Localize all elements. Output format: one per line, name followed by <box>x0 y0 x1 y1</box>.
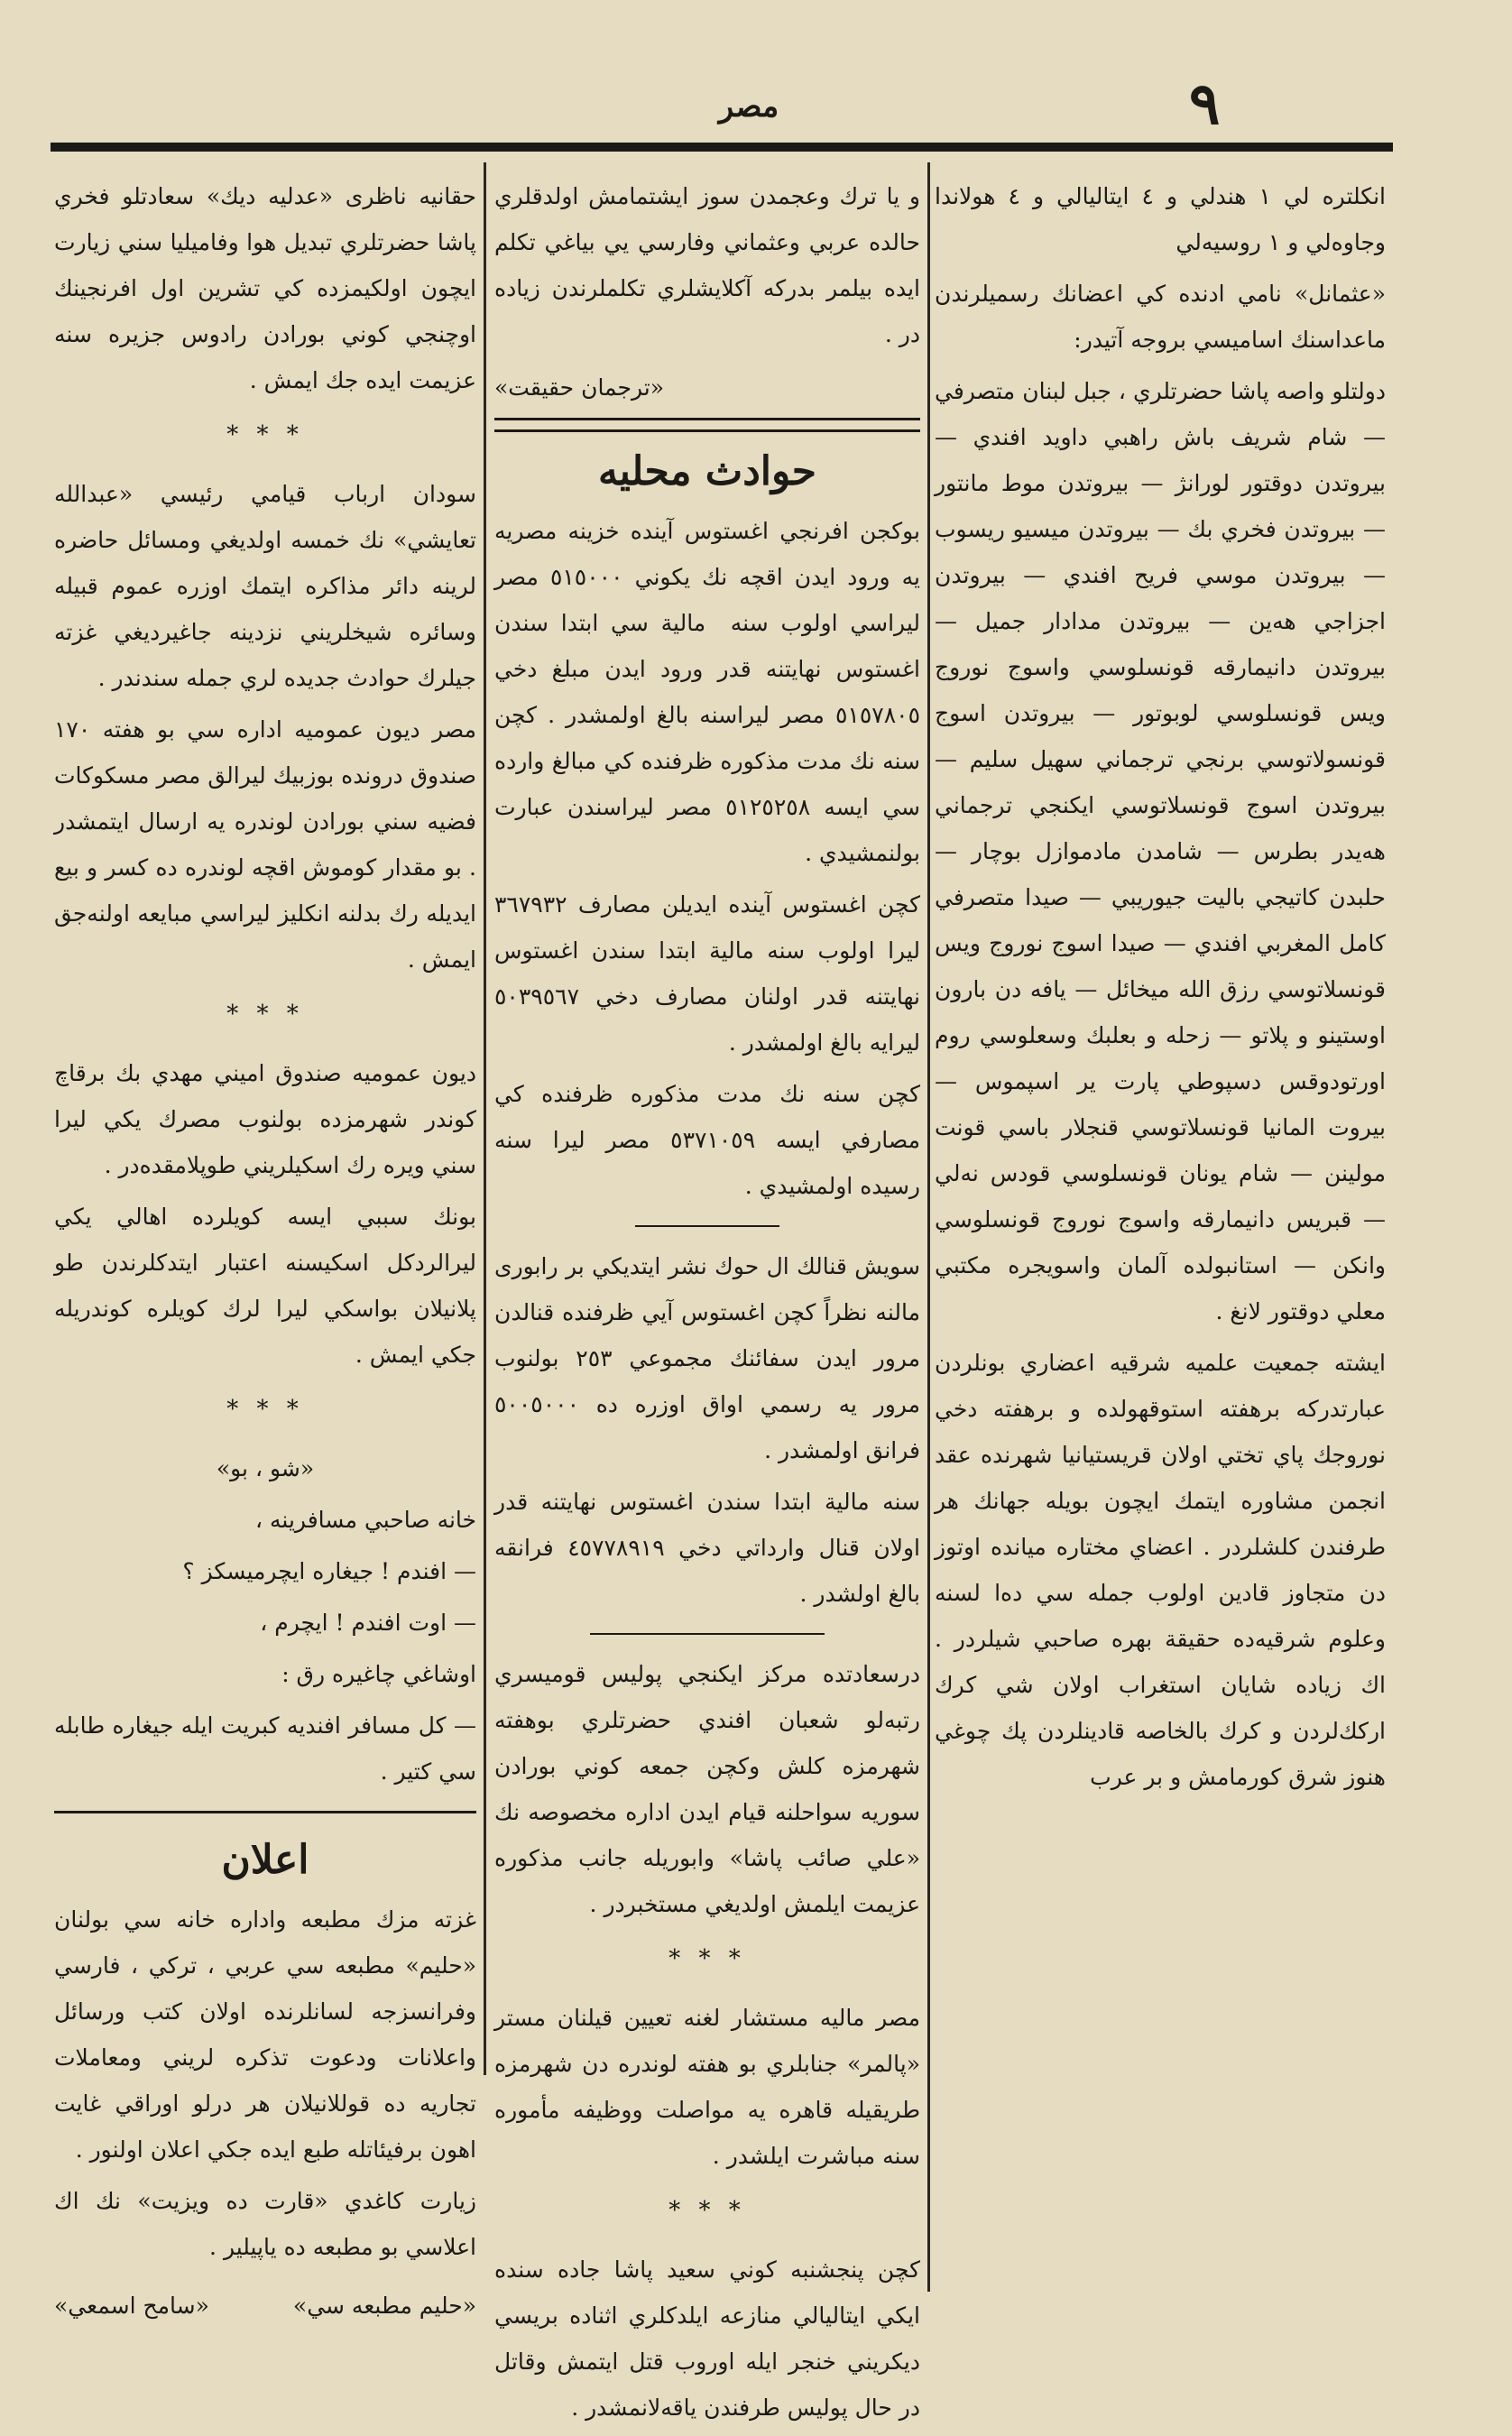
paragraph: مصر ديون عموميه اداره سي بو هفته ١٧٠ صندوق درونده بوزبيك ليرالق مصر مسكوكات فضيه سني بورادن لوندره يه ارسال ايتمشدر . بو مقدار كوموش اقچه لوندره ده كسر و بيع ايديله رك بدلنه انكليز ليراسي مبايعه اولنه‌جق ايمش . <box>54 716 476 973</box>
paragraph: ديون عموميه صندوق اميني مهدي بك برقاچ كوندر شهرمزده بولنوب مصرك يكي ليرا سني ويره رك اسكيلريني طوپلامقده‌در . <box>54 1060 476 1178</box>
paragraph: دولتلو واصە پاشا حضرتلري ، جبل لبنان متصرفي — شام شريف باش راهبي داويد افندي — بيروتدن دوقتور لورانژ — بيروتدن موط مانتور — بيروتدن فخري بك — بيروتدن ميسيو ريسوب — بيروتدن موسي فريح افندي — بيروتدن اجزاجي هەين — بيروتدن مدادار جميل — بيروتدن دانيمارقه قونسلوسي واسوج نوروج ويس قونسلوسي لوبوتور — بيروتدن اسوج قونسولاتوسي برنجي ترجماني سهيل سليم — بيروتدن اسوج قونسلاتوسي ايكنجي ترجماني هەيدر بطرس — شامدن مادموازل بوچار — حلبدن كاتيجي باليت جيوريبي — صيدا متصرفي كامل المغربي افندي — صيدا اسوج نوروج ويس قونسلاتوسي رزق الله ميخائل — يافه دن بارون اوستينو و پلاتو — زحله و بعلبك وسعلوسي روم اورتودوقس دسپوطي پارت ير اسپموس — بيروت المانيا قونسلاتوسي قنجلار باسي قونت مولينن — شام يونان قونسلوسي قودس ‌نه‌لي — قبريس دانيمارقه واسوج نوروج قونسلوسي وانكن — استانبولده آلمان واسويجره مكتبي معلي دوقتور لانغ . <box>935 378 1386 1324</box>
paragraph: مصر ماليه مستشار لغنه تعيين قيلنان مستر «پالمر» جنابلري بو هفته لوندره دن شهرمزه طريقيله قاهره يه مواصلت ووظيفه مأموره سنه مباشرت ايلشدر . <box>494 2005 920 2169</box>
column-left <box>54 173 476 2329</box>
paragraph: خانه صاحبي مسافرينه ، <box>255 1507 476 1533</box>
paragraph: درسعادتده مركز ايكنجي پوليس قوميسري رتبه‌لو شعبان افندي حضرتلري بوهفته شهرمزه كلش وكچن جمعه كوني بورادن سوريه سواحلنه قيام ايدن اداره مخصوصه نك «علي صائب پاشا» وابوريله جانب مذكوره عزيمت ايلمش اولديغي مستخبردر . <box>494 1661 920 1917</box>
paragraph: «عثمانل» نامي ادنده كي اعضانك رسميلرندن ماعداسنك اساميسي بروجه آتيدر: <box>935 281 1386 353</box>
separator-stars: * * * <box>668 1945 746 1972</box>
column-rule-right <box>927 162 930 2292</box>
paragraph: سنه مالية ابتدا سندن اغستوس نهايتنه قدر اولان قنال وارداتي دخي ٤٥٧٧٨٩١٩ فرانقه بالغ اولشدر . <box>494 1489 920 1607</box>
paragraph: حقانيه ناظرى «عدليه ديك» سعادتلو فخري پاشا حضرتلري تبديل هوا وفاميليا سني زيارت ايچون اولكيمزده كي تشرين اول افرنجينك اوچنجي كوني بورادن رادوس جزيره سنه عزيمت ايده جك ايمش . <box>54 183 476 393</box>
section-rule <box>54 1811 476 1813</box>
page-number: ٩ <box>1189 70 1221 138</box>
paragraph: سويش قنالك ال حوك نشر ايتديكي بر رابورى مالنه نظراً كچن اغستوس آيي ظرفنده قنالدن مرور ايدن سفائنك مجموعي ٢٥٣ بولنوب مرور يه رسمي اواق اوزره ده ٥٠٠٥٠٠٠ فرانق اولمشدر . <box>494 1253 920 1463</box>
separator-stars: * * * <box>226 421 304 448</box>
divider <box>635 1225 779 1227</box>
separator-stars: * * * <box>226 1396 304 1423</box>
divider <box>590 1633 825 1635</box>
paragraph: كچن سنه نك مدت مذكوره ظرفنده كي مصارفي ايسه ٥٣٧١٠٥٩ مصر ليرا سنه رسيده اولمشيدي . <box>494 1081 920 1199</box>
paragraph: كچن اغستوس آينده ايديلن مصارف ٣٦٧٩٣٢ ليرا اولوب سنه مالية ابتدا سندن اغستوس نهايتنه قدر اولنان مصارف دخي ٥٠٣٩٥٦٧ ليرايه بالغ اولمشدر . <box>494 891 920 1056</box>
paragraph: انكلترە لي ۱ هندلي و ٤ ايتاليالي و ٤ هولاندا وجاوەلي و ۱ روسيەلي <box>935 183 1386 255</box>
paragraph: زيارت كاغدي «قارت ده ويزيت» نك اك اعلاسي بو مطبعه ده ياپيلير . <box>54 2188 476 2260</box>
ad-footer <box>54 2283 476 2329</box>
paragraph: «شو ، بو» <box>216 1455 315 1481</box>
press-name: «حليم مطبعه سي» <box>292 2293 476 2319</box>
column-rule-left <box>484 162 486 2075</box>
separator-stars: * * * <box>668 2197 746 2224</box>
double-rule <box>494 418 920 432</box>
paragraph: بونك سببي ايسه كويلرده اهالي يكي ليرالردكل اسكيسنه اعتبار ايتدكلرندن طو پلانيلان بواسكي ليرا لرك كويلره كوندريله جكي ايمش . <box>54 1204 476 1368</box>
paragraph: غزته مزك مطبعه واداره خانه سي بولنان «حليم» مطبعه سي عربي ، تركي ، فارسي وفرانسزجه لسانلرنده اولان كتب ورسائل واعلانات ودعوت تذكره لريني ومعاملات تجاريه ده قوللانيلان هر درلو اوراقي غايت اهون برفيئاتله طبع ايده جكي اعلان اولنور . <box>54 1906 476 2163</box>
paragraph: — افندم ! جيغاره ايچرميسكز ؟ <box>182 1558 476 1584</box>
ad-title: اعلان <box>221 1837 309 1883</box>
paragraph: كچن پنجشنبه كوني سعيد پاشا جاده سنده ايكي ايتاليالي منازعه ايلدكلري اثناده بريسي ديكريني خنجر ايله اوروب قتل ايتمش وقاتل در حال پوليس طرفندن ياقه‌لانمشدر . <box>494 2256 920 2421</box>
paragraph: اوشاغي چاغيره رق : <box>281 1661 476 1687</box>
running-head: مصر <box>718 88 779 125</box>
owner-name: «سامح اسمعي» <box>54 2293 209 2319</box>
top-rule <box>51 143 1393 152</box>
paragraph: و يا ترك وعجمدن سوز ايشتمامش اولدقلري حالده عربي وعثماني وفارسي يي بياغي تكلم ايده بيلمر بدركه آكلايشلري تكلملرندن زياده در . <box>494 183 920 347</box>
paragraph: بوكجن افرنجي اغستوس آينده خزينه مصريه ‌يه ورود ايدن اقچه نك يكوني ٥١٥٠٠٠ مصر ليراسي اولوب سنه ‌ مالية سي ابتدا سندن اغستوس نهايتنه قدر ورود ايدن مبلغ دخي ٥١٥٧٨٠٥ مصر ليراسنه بالغ اولمشدر . كچن سنه نك مدت مذكوره ظرفنده كي مبالغ وارده سي ايسه ٥١٢٥٢٥٨ مصر ليراسندن عبارت بولنمشيدي . <box>494 518 921 866</box>
paragraph: ايشته جمعيت علميه شرقيه اعضاري بونلردن عبارتدركه برهفته استوقهولده و برهفته دخي نوروجك پاي تختي اولان قريستيانيا شهرنده عقد انجمن مشاوره ايتمك ايچون بويله جهانك هر طرفندن كلشلردر . اعضاي مختاره ميانده اوتوز دن متجاوز قادين اولوب جمله سي ده‌ا لسنه وعلوم شرقيه‌ده حقيقة بهره صاحبي شيلردر . اك زياده شايان استغراب اولان شي كرك اركك‌لردن و كرك بالخاصه قادينلردن پك چوغي هنوز شرق كورمامش و بر عرب <box>935 1350 1386 1790</box>
separator-stars: * * * <box>226 1001 304 1028</box>
paragraph: سودان ارباب قيامي رئيسي «عبدالله تعايشي» نك خمسه اولديغي ومسائل حاضره لرينه دائر مذاكره ايتمك اوزره عموم قبيله وسائره شيخلريني نزدينه جاغيرديغي غزته جيلرك حوادث جديده لري جمله سندندر . <box>54 481 476 691</box>
signature: «ترجمان حقيقت» <box>494 374 665 401</box>
paragraph: — اوت افندم ! ايچرم ، <box>260 1610 476 1636</box>
paragraph: — كل مسافر افنديه كبريت ايله جيغاره طابله سي كتير . <box>54 1712 476 1785</box>
column-middle <box>494 173 920 2436</box>
section-headline: حوادث محليه <box>598 448 816 494</box>
column-right <box>935 173 1386 1805</box>
